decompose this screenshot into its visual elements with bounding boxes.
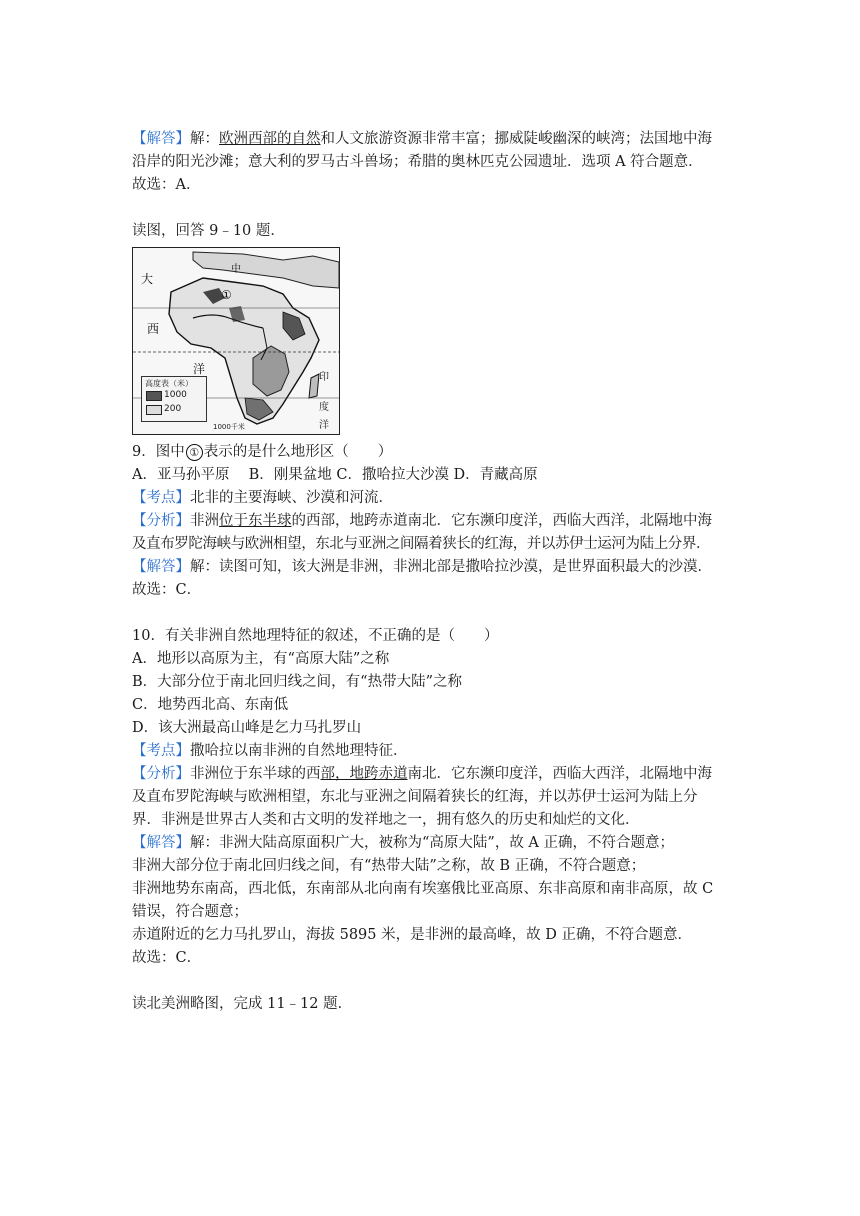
- q10-fenxi-line-2: 及直布罗陀海峡与欧洲相望，东北与亚洲之间隔着狭长的红海，并以苏伊士运河为陆上分: [132, 789, 698, 805]
- map-legend: [141, 376, 207, 422]
- q10-jieda-line-5: 赤道附近的乞力马扎罗山，海拔 5895 米，是非洲的最高峰，故 D 正确，不符合题意．: [132, 927, 692, 943]
- q10-jieda-line-4: 错误，符合题意；: [132, 904, 248, 920]
- map-scale: 1000千米: [213, 423, 245, 431]
- q8-answer-conclusion: 故选：A．: [132, 177, 201, 193]
- map-label-yin: 印: [319, 372, 329, 383]
- q9-fenxi-line-1: 【分析】非洲位于东半球的西部，地跨赤道南北．它东濒印度洋，西临大西洋，北隔地中海: [132, 513, 712, 529]
- map-label-xi: 西: [147, 322, 160, 336]
- map-label-da: 大: [141, 272, 154, 286]
- africa-map-image: [132, 247, 340, 435]
- q10-answer: 故选：C．: [132, 950, 202, 966]
- q10-option-d: D．该大洲最高山峰是乞力马扎罗山: [132, 720, 362, 736]
- q9-jieda: 【解答】解：读图可知，该大洲是非洲，非洲北部是撒哈拉沙漠，是世界面积最大的沙漠．: [132, 559, 712, 575]
- intro-9-10: 读图，回答 9﹣10 题．: [132, 223, 285, 239]
- q10-option-c: C．地势西北高、东南低: [132, 697, 289, 713]
- map-label-yang: 洋: [193, 362, 206, 376]
- q9-options: A．亚马孙平原 B．刚果盆地 C．撒哈拉大沙漠 D．青藏高原: [132, 467, 538, 483]
- intro-11-12: 读北美洲略图，完成 11﹣12 题．: [132, 996, 353, 1012]
- q10-fenxi-line-3: 界．非洲是世界古人类和古文明的发祥地之一，拥有悠久的历史和灿烂的文化．: [132, 812, 640, 828]
- q9-stem: 9．图中 ① 表示的是什么地形区（ ）: [132, 444, 393, 460]
- map-marker-1: ①: [221, 288, 232, 302]
- q9-kaodian: 【考点】北非的主要海峡、沙漠和河流．: [132, 490, 393, 506]
- q10-jieda-line-3: 非洲地势东南高，西北低，东南部从北向南有埃塞俄比亚高原、东非高原和南非高原，故 C: [132, 881, 714, 897]
- legend-value-200: 200: [164, 404, 182, 414]
- q10-option-b: B．大部分位于南北回归线之间，有“热带大陆”之称: [132, 674, 462, 690]
- q8-answer-line-2: 沿岸的阳光沙滩；意大利的罗马古斗兽场；希腊的奥林匹克公园遗址．选项 A 符合题意．: [132, 154, 703, 170]
- circled-one-marker: ①: [186, 444, 203, 461]
- q8-answer-line-1: 【解答】解：欧洲西部的自然和人文旅游资源非常丰富；挪威陡峻幽深的峡湾；法国地中海: [132, 131, 712, 147]
- q10-fenxi-line-1: 【分析】非洲位于东半球的西部，地跨赤道南北．它东濒印度洋，西临大西洋，北隔地中海: [132, 766, 712, 782]
- legend-value-1000: 1000: [164, 390, 187, 400]
- legend-swatch-low: [146, 405, 162, 415]
- q9-answer: 故选：C．: [132, 582, 202, 598]
- q10-jieda-line-2: 非洲大部分位于南北回归线之间，有“热带大陆”之称，故 B 正确，不符合题意；: [132, 858, 646, 874]
- q10-kaodian: 【考点】撒哈拉以南非洲的自然地理特征．: [132, 743, 408, 759]
- map-label-du: 度: [319, 402, 329, 413]
- answer-tag: 【解答】: [132, 131, 190, 147]
- q10-jieda-line-1: 【解答】解：非洲大陆高原面积广大，被称为“高原大陆”，故 A 正确，不符合题意；: [132, 835, 675, 851]
- map-label-yang-2: 洋: [319, 420, 329, 431]
- map-label-zhong: 中: [231, 264, 241, 275]
- legend-swatch-high: [146, 391, 162, 401]
- q10-stem: 10．有关非洲自然地理特征的叙述，不正确的是（ ）: [132, 628, 499, 644]
- legend-title: 高度表（米）: [145, 379, 193, 388]
- document-page: [132, 128, 732, 1016]
- q10-option-a: A．地形以高原为主，有“高原大陆”之称: [132, 651, 390, 667]
- q9-fenxi-line-2: 及直布罗陀海峡与欧洲相望，东北与亚洲之间隔着狭长的红海，并以苏伊士运河为陆上分界．: [132, 536, 711, 552]
